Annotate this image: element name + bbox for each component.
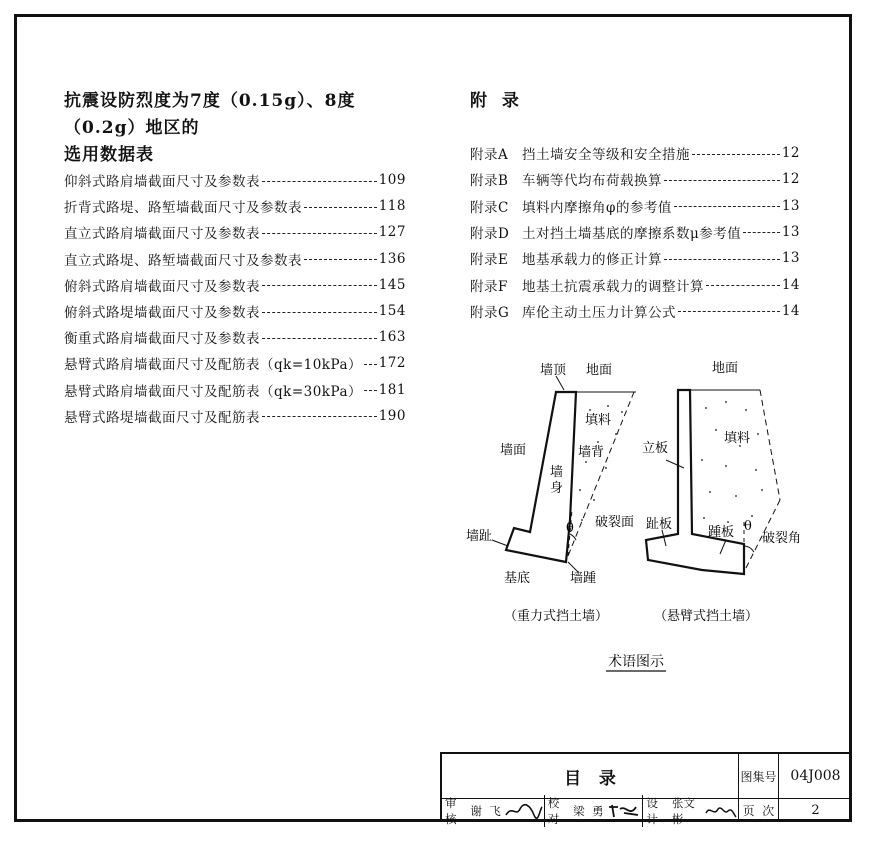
contents-row xyxy=(64,327,406,347)
leader-dashes xyxy=(706,285,780,286)
appendix-row-key: 附录G xyxy=(470,304,510,321)
page-label: 页 次 xyxy=(742,804,775,818)
left-title-line1: 抗震设防烈度为7度（0.15g）、8度（0.2g）地区的 xyxy=(64,91,356,138)
caption-gravity: （重力式挡土墙） xyxy=(504,609,609,624)
label-back: 墙背 xyxy=(578,445,605,460)
appendix-title: 附 录 xyxy=(470,91,520,111)
fill-dots-cantilever xyxy=(701,401,763,523)
appendix-row-page: 14 xyxy=(781,302,800,319)
contents-row xyxy=(64,249,406,269)
contents-row xyxy=(64,353,406,373)
contents-row-page: 163 xyxy=(378,329,406,346)
label-body-char: 身 xyxy=(550,481,564,496)
leader-dashes xyxy=(364,390,377,391)
contents-row-page: 181 xyxy=(378,381,406,398)
appendix-row-page: 12 xyxy=(781,145,800,161)
label-heel-slab: 踵板 xyxy=(708,525,735,540)
appendix-row-text: 填料内摩擦角φ的参考值 xyxy=(522,199,672,216)
design-label: 设计 xyxy=(642,795,668,827)
appendix-row-text: 土对挡土墙基底的摩擦系数μ参考值 xyxy=(522,225,742,242)
contents-row xyxy=(64,170,406,190)
contents-row xyxy=(64,275,406,295)
left-title xyxy=(64,88,424,169)
label-fill-cantilever: 填料 xyxy=(724,431,751,446)
label-rupture-angle: 破裂角 xyxy=(762,531,802,546)
contents-row-text: 折背式路堤、路堑墙截面尺寸及参数表 xyxy=(64,200,302,217)
checker-signature xyxy=(606,803,642,819)
appendix-list xyxy=(470,143,800,323)
contents-row-page: 136 xyxy=(378,250,406,267)
label-toe-slab: 趾板 xyxy=(646,517,673,532)
appendix-row-page: 12 xyxy=(781,171,800,188)
appendix-row xyxy=(470,196,800,216)
appendix-row-key: 附录D xyxy=(470,225,510,242)
contents-row xyxy=(64,301,406,321)
leader-dashes xyxy=(364,364,377,365)
designer-name: 张文彬 xyxy=(671,795,695,826)
contents-row-page: 172 xyxy=(378,355,406,372)
appendix-row xyxy=(470,275,800,295)
appendix-row-page: 13 xyxy=(781,250,800,267)
contents-row xyxy=(64,196,406,216)
label-theta-gravity: θ xyxy=(566,521,574,536)
cantilever-wall xyxy=(642,360,801,624)
leader-dashes xyxy=(743,232,780,233)
appendix-row-text: 挡土墙安全等级和安全措施 xyxy=(522,147,690,163)
caption-cantilever: （悬臂式挡土墙） xyxy=(654,609,759,624)
appendix-row-key: 附录E xyxy=(470,252,509,269)
appendix-row-key: 附录F xyxy=(470,278,508,295)
leader-dashes xyxy=(304,207,377,208)
appendix-row-page: 14 xyxy=(781,276,800,293)
label-stem: 立板 xyxy=(642,441,669,456)
appendix-row-key: 附录A xyxy=(470,147,509,163)
gravity-wall-shape xyxy=(506,392,576,562)
appendix-row-page: 13 xyxy=(781,197,800,214)
appendix-row xyxy=(470,222,800,242)
contents-row-text: 直立式路堤、路堑墙截面尺寸及参数表 xyxy=(64,252,302,269)
atlas-number: 04J008 xyxy=(790,768,841,784)
label-ground-gravity: 地面 xyxy=(586,363,613,378)
contents-row-text: 俯斜式路肩墙截面尺寸及参数表 xyxy=(64,278,260,295)
leader-dashes xyxy=(262,338,377,339)
designer-signature xyxy=(704,803,738,819)
leader-dashes xyxy=(262,233,377,234)
appendix-row xyxy=(470,301,800,321)
contents-row-page: 145 xyxy=(378,276,406,293)
atlas-label: 图集号 xyxy=(740,769,777,784)
doc-title: 目 录 xyxy=(564,768,616,789)
appendix-row-text: 地基承载力的修正计算 xyxy=(522,252,662,269)
contents-row-text: 悬臂式路堤墙截面尺寸及配筋表 xyxy=(64,409,260,426)
leader-dashes xyxy=(262,312,377,313)
contents-row xyxy=(64,406,406,426)
left-contents-list xyxy=(64,170,406,432)
appendix-row xyxy=(470,169,800,189)
appendix-row xyxy=(470,248,800,268)
leader-dashes xyxy=(678,311,780,312)
leader-dashes xyxy=(692,154,780,155)
contents-row-text: 悬臂式路肩墙截面尺寸及配筋表（qk=10kPa） xyxy=(64,357,363,374)
label-heel: 墙踵 xyxy=(570,571,597,586)
contents-row-page: 109 xyxy=(378,172,406,188)
contents-row-text: 悬臂式路肩墙截面尺寸及配筋表（qk=30kPa） xyxy=(64,383,363,400)
leader-dashes xyxy=(304,259,377,260)
leader-toe xyxy=(492,540,508,546)
leader-wall-top xyxy=(556,376,564,390)
label-wall-top: 墙顶 xyxy=(540,363,567,378)
contents-row-page: 190 xyxy=(378,407,406,424)
label-body-char: 墙 xyxy=(550,465,564,480)
contents-row-page: 154 xyxy=(378,303,406,319)
label-rupture-surface: 破裂面 xyxy=(595,515,635,530)
page-number: 2 xyxy=(811,803,820,818)
label-toe: 墙趾 xyxy=(466,529,493,544)
leader-dashes xyxy=(664,180,780,181)
contents-row xyxy=(64,222,406,242)
reviewer-name: 谢 飞 xyxy=(470,803,501,818)
label-face: 墙面 xyxy=(500,443,527,458)
appendix-row-text: 地基土抗震承载力的调整计算 xyxy=(522,278,704,295)
label-base: 基底 xyxy=(504,571,531,586)
appendix-row-text: 车辆等代均布荷载换算 xyxy=(522,173,662,190)
contents-row-text: 仰斜式路肩墙截面尺寸及参数表 xyxy=(64,174,260,190)
leader-dashes xyxy=(262,285,377,286)
label-theta-cantilever: θ xyxy=(744,519,752,534)
contents-row-text: 直立式路肩墙截面尺寸及参数表 xyxy=(64,226,260,243)
appendix-row xyxy=(470,143,800,163)
appendix-row-text: 库伦主动土压力计算公式 xyxy=(522,304,676,321)
appendix-row-page: 13 xyxy=(781,223,800,240)
label-ground-cantilever: 地面 xyxy=(712,361,739,376)
left-title-line2: 选用数据表 xyxy=(64,145,154,165)
label-fill-gravity: 填料 xyxy=(585,413,612,428)
backfill-edge xyxy=(760,390,780,500)
review-label: 审核 xyxy=(445,795,457,826)
diagram-title: 术语图示 xyxy=(608,654,664,670)
cantilever-wall-shape xyxy=(646,390,744,574)
check-label: 校对 xyxy=(544,795,570,827)
appendix-row-key: 附录C xyxy=(470,199,509,216)
contents-row-text: 衡重式路肩墙截面尺寸及参数表 xyxy=(64,331,260,348)
leader-dashes xyxy=(664,259,780,260)
signature-row xyxy=(442,795,738,826)
contents-row-page: 127 xyxy=(378,224,406,241)
appendix-row-key: 附录B xyxy=(470,173,509,190)
reviewer-signature xyxy=(504,803,544,819)
contents-row-page: 118 xyxy=(378,198,406,215)
theta-arc-cantilever xyxy=(744,546,754,552)
leader-dashes xyxy=(674,206,780,207)
terminology-diagram xyxy=(440,350,830,680)
contents-row-text: 俯斜式路堤墙截面尺寸及参数表 xyxy=(64,305,260,321)
checker-name: 梁 勇 xyxy=(573,803,604,818)
leader-dashes xyxy=(262,416,377,417)
contents-row xyxy=(64,380,406,400)
leader-dashes xyxy=(262,181,377,182)
